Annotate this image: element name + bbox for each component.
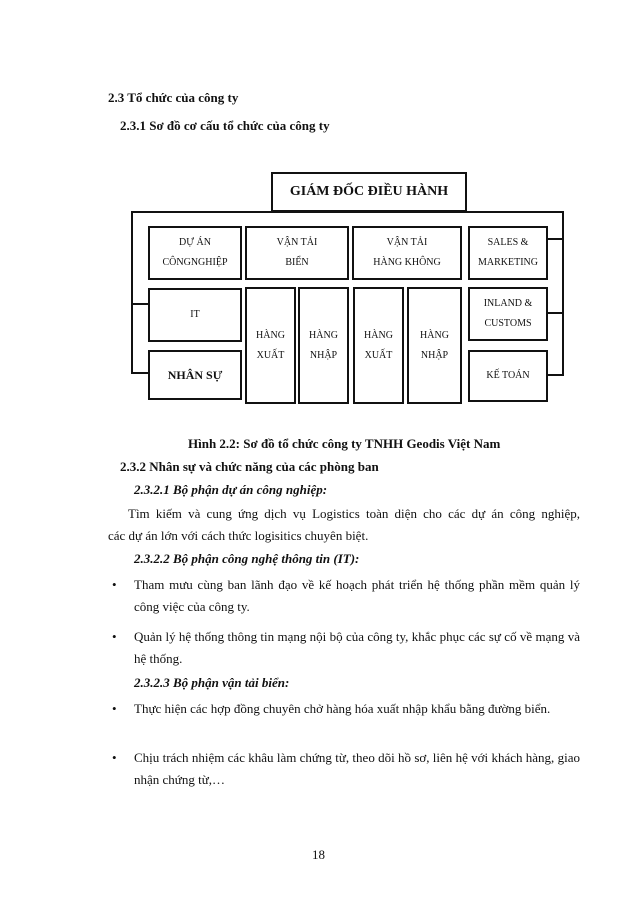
paragraph-line: các dự án lớn với cách thức logisitics chuyên biệt. [108,528,369,543]
org-box-hang-xuat-hang-khong [353,287,404,404]
subsection-heading: 2.3.2.3 Bộ phận vận tải biển: [134,675,290,690]
org-label: HÀNG [420,329,449,341]
org-box-hang-nhap-bien [298,287,349,404]
connector-line [562,211,564,376]
connector-line [546,312,564,314]
org-label: HÀNG KHÔNG [373,257,441,268]
connector-line [546,374,564,376]
list-item-text: Chịu trách nhiệm các khâu làm chứng từ, theo dõi hồ sơ, liên hệ với khách hàng, giao nhận chứng từ,… [134,750,580,787]
org-box-inland-customs [468,287,548,341]
org-label: DỰ ÁN [179,237,211,248]
org-label: IT [190,309,200,320]
connector-line [546,238,564,240]
org-label: NHẬP [420,349,449,361]
org-label: MARKETING [478,257,538,268]
org-box-van-tai-hang-khong [352,226,462,280]
org-label: VẬN TẢI [386,237,428,248]
org-label: CÔNGNGHIỆP [162,257,228,268]
page-number: 18 [312,847,325,862]
bullet-icon: • [112,577,117,592]
section-heading-2-3: 2.3 Tổ chức của công ty [108,90,239,105]
org-label: XUẤT [256,349,285,361]
org-label: SALES & [487,237,529,248]
bullet-icon: • [112,750,117,765]
connector-line [131,303,149,305]
org-label: GIÁM ĐỐC ĐIỀU HÀNH [289,184,449,199]
subsection-heading: 2.3.2.2 Bộ phận công nghệ thông tin (IT): [134,551,360,566]
org-box-it [148,288,242,342]
org-label: VẬN TẢI [276,237,318,248]
paragraph-line: Tìm kiếm và cung ứng dịch vụ Logistics toàn diện cho các dự án công nghiệp, [128,506,580,521]
connector-line [131,372,149,374]
figure-caption: Hình 2.2: Sơ đồ tổ chức công ty TNHH Geodis Việt Nam [188,436,501,451]
bullet-icon: • [112,629,117,644]
section-heading-2-3-1: 2.3.1 Sơ đồ cơ cấu tổ chức của công ty [120,118,330,133]
subsection-heading: 2.3.2.1 Bộ phận dự án công nghiệp: [134,482,328,497]
org-label: HÀNG [256,329,285,341]
org-box-nhan-su [148,350,242,400]
list-item-text: Tham mưu cùng ban lãnh đạo về kế hoạch phát triển hệ thống phần mềm quản lý công việc của công ty. [134,577,580,614]
org-box-hang-nhap-hang-khong [407,287,462,404]
org-box-sales-marketing [468,226,548,280]
list-item-text: Quản lý hệ thống thông tin mạng nội bộ của công ty, khắc phục các sự cố về mạng và hệ thống. [134,629,580,666]
org-label: HÀNG [309,329,338,341]
org-label: HÀNG [364,329,393,341]
org-chart [0,0,638,430]
org-label: CUSTOMS [484,318,532,329]
org-box-ke-toan [468,350,548,402]
org-box-van-tai-bien [245,226,349,280]
org-box-ceo [271,172,467,212]
org-box-du-an-cong-nghiep [148,226,242,280]
org-box-hang-xuat-bien [245,287,296,404]
section-heading-2-3-2: 2.3.2 Nhân sự và chức năng của các phòng ban [120,459,379,474]
org-label: NHÂN SỰ [167,368,223,382]
org-label: KẾ TOÁN [486,370,530,381]
org-label: XUẤT [364,349,393,361]
connector-line [131,211,133,374]
bullet-icon: • [112,701,117,716]
org-label: NHẬP [309,349,338,361]
org-label: BIỂN [285,257,309,268]
list-item-text: Thực hiện các hợp đồng chuyên chở hàng hóa xuất nhập khẩu bằng đường biển. [134,701,551,716]
org-label: INLAND & [483,298,533,309]
